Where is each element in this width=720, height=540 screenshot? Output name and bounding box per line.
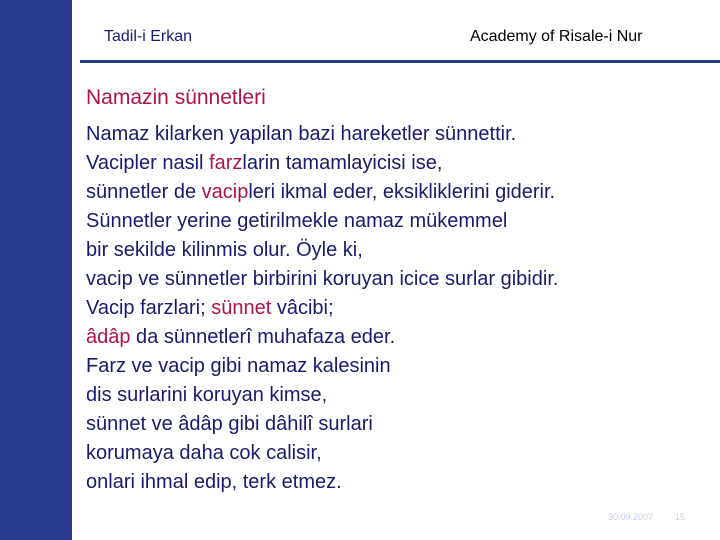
footer-page-number: 15 [675,512,686,522]
body-line-7: Vacip farzlari; sünnet vâcibi; [86,297,334,319]
highlight-word: âdâp [86,326,131,348]
body-line-4: Sünnetler yerine getirilmekle namaz mükemmel [86,210,508,232]
body-line-13: onlari ihmal edip, terk etmez. [86,471,342,493]
highlight-word: farz [209,152,243,174]
body-line-5: bir sekilde kilinmis olur. Öyle ki, [86,239,363,261]
body-line-8: âdâp da sünnetlerî muhafaza eder. [86,326,396,348]
body-text [86,120,716,497]
body-line-3: sünnetler de vacipleri ikmal eder, eksikliklerini giderir. [86,181,556,203]
body-line-6: vacip ve sünnetler birbirini koruyan icice surlar gibidir. [86,268,559,290]
body-line-2: Vacipler nasil farzlarin tamamlayicisi ise, [86,152,443,174]
body-line-11: sünnet ve âdâp gibi dâhilî surlari [86,413,373,435]
header-right-title: Academy of Risale-i Nur [470,28,643,45]
header-left-title: Tadil-i Erkan [104,28,193,45]
highlight-word: sünnet [211,297,272,319]
body-line-9: Farz ve vacip gibi namaz kalesinin [86,355,391,377]
body-line-12: korumaya daha cok calisir, [86,442,322,464]
footer-date: 30.09.2007 [608,512,654,522]
header-rule-left [24,60,72,63]
body-line-10: dis surlarini koruyan kimse, [86,384,328,406]
left-accent-bar [0,0,72,540]
header-rule [80,60,720,63]
body-line-1: Namaz kilarken yapilan bazi hareketler sünnettir. [86,123,517,145]
highlight-word: vacip [201,181,249,203]
slide-title: Namazin sünnetleri [86,86,266,109]
